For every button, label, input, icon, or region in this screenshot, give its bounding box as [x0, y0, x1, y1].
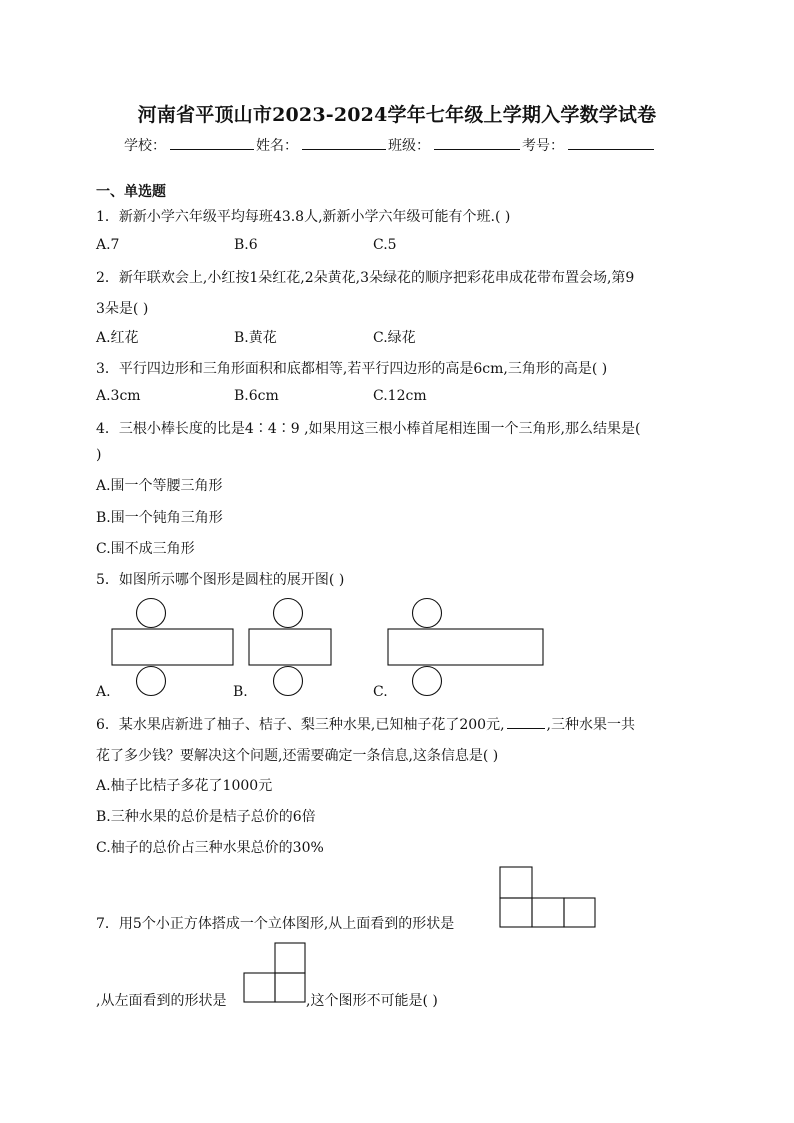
q6-fill-blank — [507, 716, 545, 729]
q7-top-view-figure — [500, 867, 595, 927]
net-a-bottom-circle — [137, 667, 166, 696]
q6-text-before-blank: 6．某水果店新进了柚子、桔子、梨三种水果,已知柚子花了200元, — [96, 717, 505, 733]
net-a-top-circle — [137, 599, 166, 628]
cylinder-net-a — [112, 599, 233, 696]
net-c-rectangle — [388, 629, 543, 665]
question-3-text: 3．平行四边形和三角形面积和底都相等,若平行四边形的高是6cm,三角形的高是( ) — [96, 361, 608, 377]
q7-left-view-figure — [244, 943, 305, 1002]
cylinder-net-c — [388, 599, 543, 696]
class-label: 班级： — [388, 138, 430, 154]
name-label: 姓名： — [256, 138, 298, 154]
net-b-top-circle — [274, 599, 303, 628]
net-b-bottom-circle — [274, 667, 303, 696]
q5-option-c[interactable]: C. — [373, 684, 388, 700]
q1-option-c[interactable]: C.5 — [373, 237, 397, 253]
net-a-rectangle — [112, 629, 233, 665]
exam-number-label: 考号： — [522, 138, 564, 154]
question-6-text-line2: 花了多少钱？要解决这个问题,还需要确定一条信息,这条信息是( ) — [96, 748, 499, 764]
school-field[interactable] — [170, 135, 254, 150]
section-title: 一、单选题 — [96, 184, 166, 200]
q6-option-b[interactable]: B.三种水果的总价是桔子总价的6倍 — [96, 809, 316, 825]
net-c-top-circle — [413, 599, 442, 628]
q2-option-c[interactable]: C.绿花 — [373, 330, 416, 346]
q6-option-a[interactable]: A.柚子比桔子多花了1000元 — [96, 778, 273, 794]
q4-option-c[interactable]: C.围不成三角形 — [96, 541, 195, 557]
q2-option-b[interactable]: B.黄花 — [234, 330, 277, 346]
net-c-bottom-circle — [413, 667, 442, 696]
exam-number-field[interactable] — [568, 135, 654, 150]
q3-option-a[interactable]: A.3cm — [96, 388, 141, 404]
q3-option-b[interactable]: B.6cm — [234, 388, 279, 404]
question-7-text-line1: 7．用5个小正方体搭成一个立体图形,从上面看到的形状是 — [96, 916, 455, 932]
q5-option-b[interactable]: B. — [233, 684, 248, 700]
class-field[interactable] — [434, 135, 520, 150]
q6-option-c[interactable]: C.柚子的总价占三种水果总价的30% — [96, 840, 324, 856]
question-2-text-line1: 2．新年联欢会上,小红按1朵红花,2朵黄花,3朵绿花的顺序把彩花串成花带布置会场,第9 — [96, 270, 635, 286]
question-4-text-line1: 4．三根小棒长度的比是4∶4∶9 ,如果用这三根小棒首尾相连围一个三角形,那么结果是( — [96, 421, 641, 437]
student-info-row — [124, 135, 656, 155]
q6-text-after-blank: ,三种水果一共 — [546, 717, 635, 733]
q3-option-c[interactable]: C.12cm — [373, 388, 427, 404]
q4-option-a[interactable]: A.围一个等腰三角形 — [96, 478, 223, 494]
net-b-rectangle — [249, 629, 331, 665]
page-title: 河南省平顶山市2023-2024学年七年级上学期入学数学试卷 — [137, 104, 657, 126]
cylinder-net-b — [249, 599, 331, 696]
question-7-text-line2-after: ,这个图形不可能是( ) — [306, 993, 438, 1009]
q1-option-a[interactable]: A.7 — [96, 237, 120, 253]
q5-option-a[interactable]: A. — [96, 684, 111, 700]
q4-option-b[interactable]: B.围一个钝角三角形 — [96, 510, 223, 526]
q1-option-b[interactable]: B.6 — [234, 237, 258, 253]
name-field[interactable] — [302, 135, 386, 150]
school-label: 学校： — [124, 138, 166, 154]
q2-option-a[interactable]: A.红花 — [96, 330, 139, 346]
question-4-text-line2: ) — [96, 447, 102, 463]
question-7-text-line2-before: ,从左面看到的形状是 — [96, 993, 227, 1009]
question-1-text: 1．新新小学六年级平均每班43.8人,新新小学六年级可能有个班.( ) — [96, 209, 511, 225]
question-6-text-line1 — [96, 714, 635, 734]
question-5-text: 5．如图所示哪个图形是圆柱的展开图( ) — [96, 572, 345, 588]
question-2-text-line2: 3朵是( ) — [96, 301, 149, 317]
